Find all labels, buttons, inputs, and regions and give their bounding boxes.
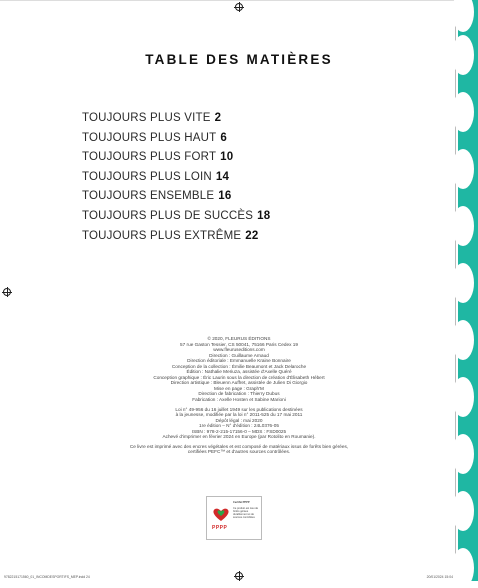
scallop bbox=[452, 548, 474, 588]
table-of-contents bbox=[82, 112, 270, 249]
credit-line: © 2020, FLEURUS ÉDITIONS bbox=[207, 336, 271, 341]
imprint-credits bbox=[0, 336, 478, 455]
toc-entry bbox=[82, 171, 270, 191]
scallop bbox=[452, 206, 474, 246]
credit-line: Conception de la collection : Émilie Beaumont et Jack Delaroche bbox=[171, 363, 307, 369]
legal-line: Dépôt légal : mai 2020 bbox=[215, 417, 263, 423]
toc-entry-page: 6 bbox=[220, 131, 227, 144]
scallop bbox=[452, 92, 474, 132]
cert-header: Certifié PPPP bbox=[233, 501, 250, 504]
credit-line: Direction éditoriale : Emmanuelle Kraine Bonnaire bbox=[187, 358, 291, 364]
toc-entry-page: 14 bbox=[215, 170, 230, 183]
scallop bbox=[452, 149, 474, 189]
registration-mark-top bbox=[235, 3, 243, 11]
toc-entry-label: TOUJOURS PLUS HAUT bbox=[82, 131, 217, 144]
credit-line: Fabrication : Axelle Hosten et Sabine Marioni bbox=[192, 397, 286, 403]
toc-entry-label: TOUJOURS ENSEMBLE bbox=[82, 190, 215, 203]
credit-line: Direction artistique : Bleuenn Auffret, assistée de Julien Di Giorgio bbox=[170, 380, 308, 386]
credit-line: Édition : Nathalie Meriuza, assistée d'Axelle Quéré bbox=[186, 369, 292, 375]
print-timestamp: 20/01/2024 15:04 bbox=[426, 575, 453, 579]
legal-line: ISBN : 978-2-215-17156-0 – MDS : FSD0025 bbox=[191, 428, 287, 434]
legal-line: à la jeunesse, modifiée par la loi n° 2011-525 du 17 mai 2011 bbox=[175, 412, 303, 418]
certification-badge bbox=[206, 496, 262, 540]
credit-line: Mise en page : Graph'M bbox=[214, 385, 264, 391]
credit-line: 57 rue Gaston Tessier, CS 50041, 75166 Paris Cedex 19 bbox=[180, 341, 298, 347]
toc-entry-label: TOUJOURS PLUS LOIN bbox=[82, 170, 212, 183]
cert-logo-text: PPPP bbox=[212, 525, 228, 531]
hearts-logo-icon bbox=[211, 506, 231, 522]
credit-line: www.fleuruseditions.com bbox=[213, 347, 265, 353]
toc-entry-page: 16 bbox=[218, 190, 232, 203]
toc-entry-page: 2 bbox=[214, 112, 222, 124]
toc-entry-page: 22 bbox=[245, 229, 259, 242]
crop-mark-top bbox=[0, 0, 478, 1]
toc-entry bbox=[82, 112, 270, 132]
legal-line: Loi n° 49-956 du 16 juillet 1949 sur les publications destinées bbox=[175, 406, 303, 412]
toc-entry bbox=[82, 132, 270, 152]
registration-mark-bottom bbox=[235, 572, 243, 580]
toc-entry-label: TOUJOURS PLUS DE SUCCÈS bbox=[82, 209, 254, 222]
scallop bbox=[452, 263, 474, 303]
toc-entry-page: 18 bbox=[257, 209, 271, 222]
toc-entry-label: TOUJOURS PLUS EXTRÊME bbox=[82, 229, 242, 242]
file-slug: 9782215171560_01_INCOMDESPORTIFS_MEP.indd 24 bbox=[4, 575, 90, 579]
eco-line: certifiées PEFC™ et d'autres sources contrôlées. bbox=[187, 449, 291, 455]
toc-entry bbox=[82, 151, 270, 171]
registration-mark-left bbox=[3, 288, 11, 296]
credit-line: Direction : Guillaume Arnaud bbox=[209, 352, 269, 358]
eco-line: Ce livre est imprimé avec des encres végétales et est composé de matériaux issus de forêts bien gérées, bbox=[129, 443, 349, 449]
toc-entry bbox=[82, 210, 270, 230]
page-title: TABLE DES MATIÈRES bbox=[145, 52, 333, 67]
credit-line: Conception graphique : Éric Laurin sous la direction de création d'Élisabeth Hébert bbox=[153, 374, 325, 380]
credit-line: Direction de fabrication : Thierry Dubus bbox=[198, 391, 280, 397]
toc-entry bbox=[82, 190, 270, 210]
cert-description: Ce produit est issu de forêts gérées durablement et de sources contrôlées bbox=[233, 507, 259, 519]
toc-entry-label: TOUJOURS PLUS VITE bbox=[82, 112, 211, 124]
legal-line: 1re édition – N° d'édition : 24L0376-05 bbox=[199, 423, 279, 429]
scallop bbox=[452, 491, 474, 531]
legal-line: Achevé d'imprimer en février 2024 en Europe (par Rotolito en Roumanie). bbox=[162, 434, 316, 440]
toc-entry-label: TOUJOURS PLUS FORT bbox=[82, 151, 217, 164]
toc-entry-page: 10 bbox=[220, 151, 234, 164]
toc-entry bbox=[82, 230, 270, 250]
